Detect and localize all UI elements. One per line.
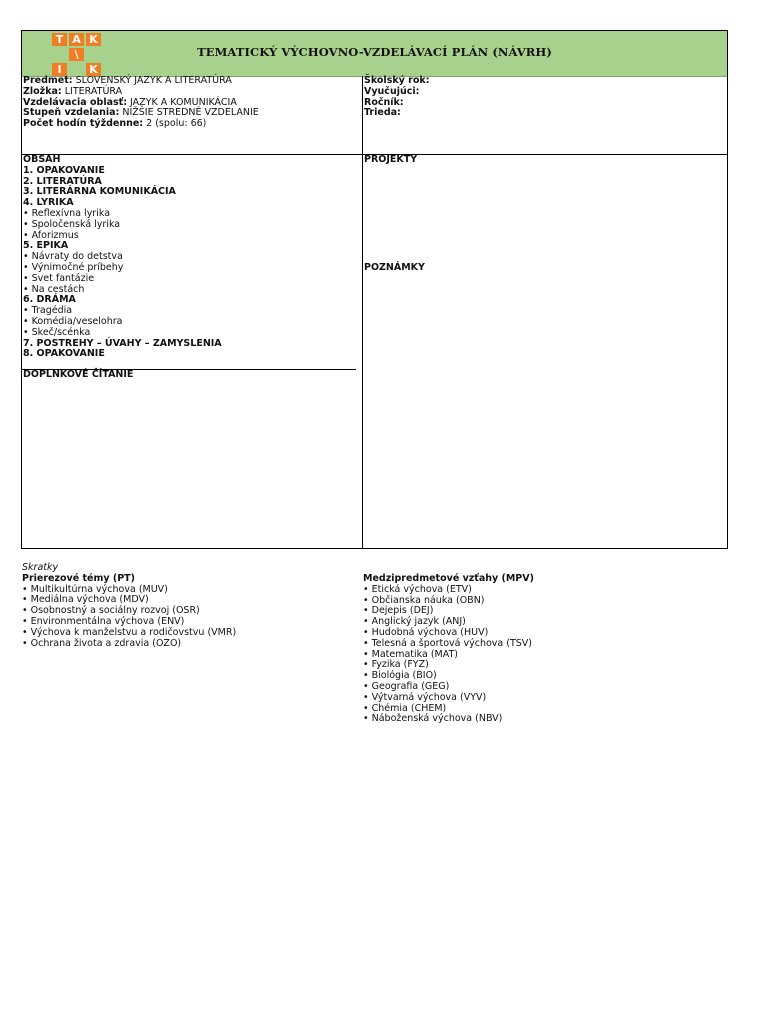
- mpv-item: • Matematika (MAT): [363, 648, 458, 660]
- mpv-item: • Geografia (GEG): [363, 680, 450, 692]
- mpv-item: • Hudobná výchova (HUV): [363, 626, 489, 638]
- content-item: 2. LITERATÚRA: [23, 175, 102, 187]
- content-item: 3. LITERÁRNA KOMUNIKÁCIA: [23, 186, 176, 198]
- pt-item: • Výchova k manželstvu a rodičovstvu (VMR): [22, 626, 237, 638]
- info-area: Vzdelávacia oblasť: JAZYK A KOMUNIKÁCIA: [23, 96, 237, 108]
- mpv-item: • Anglický jazyk (ANJ): [363, 616, 466, 628]
- logo-letter: A: [69, 33, 84, 46]
- content-item: 1. OPAKOVANIE: [23, 164, 105, 176]
- notes-section: [364, 263, 425, 274]
- logo-letter: T: [52, 33, 67, 46]
- info-hours: Počet hodín týždenne: 2 (spolu: 66): [23, 118, 207, 130]
- title-bar: [22, 31, 727, 77]
- projects-section: [364, 155, 417, 166]
- mpv-item: • Chémia (CHEM): [363, 702, 447, 714]
- school-year-label: Školský rok:: [364, 75, 430, 86]
- page-title: TEMATICKÝ VÝCHOVNO-VZDELÁVACÍ PLÁN (NÁVRH): [197, 45, 552, 59]
- pt-item: • Ochrana života a zdravia (OZO): [22, 637, 182, 649]
- content-item: • Komédia/veselohra: [23, 315, 123, 327]
- content-item: 6. DRÁMA: [23, 294, 76, 306]
- logo-letter: \: [69, 48, 84, 61]
- column-divider: [362, 76, 363, 549]
- content-item: 7. POSTREHY – ÚVAHY – ZAMYSLENIA: [23, 337, 222, 349]
- mpv-item: • Biológia (BIO): [363, 670, 437, 682]
- mpv-heading: Medzipredmetové vzťahy (MPV): [363, 573, 534, 584]
- content-item: • Výnimočné príbehy: [23, 261, 124, 273]
- projects-heading: PROJEKTY: [364, 154, 418, 165]
- info-subject: Predmet: SLOVENSKÝ JAZYK A LITERATÚRA: [23, 75, 232, 86]
- info-component: Zložka: LITERATÚRA: [23, 85, 123, 97]
- mpv-item: • Náboženská výchova (NBV): [363, 713, 503, 725]
- abbreviations-right: [363, 574, 534, 725]
- content-item: • Na cestách: [23, 283, 85, 295]
- content-item: • Reflexívna lyrika: [23, 207, 111, 219]
- mpv-item: • Fyzika (FYZ): [363, 659, 429, 671]
- content-item: 8. OPAKOVANIE: [23, 348, 105, 360]
- content-item: • Svet fantázie: [23, 272, 95, 284]
- logo-letter: I: [52, 63, 67, 76]
- pt-item: • Multikultúrna výchova (MUV): [22, 583, 168, 595]
- content-item: • Spoločenská lyrika: [23, 218, 121, 230]
- pt-item: • Environmentálna výchova (ENV): [22, 615, 185, 627]
- class-info: [364, 76, 430, 119]
- content-item: • Skeč/scénka: [23, 326, 91, 338]
- abbreviations-label: Skratky: [22, 562, 59, 573]
- plan-table: [21, 30, 728, 549]
- content-item: • Tragédia: [23, 305, 73, 317]
- content-item: • Návraty do detstva: [23, 251, 123, 263]
- info-level: Stupeň vzdelania: NIŽŠIE STREDNÉ VZDELANIE: [23, 107, 259, 119]
- subject-info: [23, 76, 259, 130]
- mpv-item: • Telesná a športová výchova (TSV): [363, 637, 533, 649]
- notes-heading: POZNÁMKY: [364, 262, 425, 273]
- mpv-item: • Dejepis (DEJ): [363, 605, 434, 617]
- pt-heading: Prierezové témy (PT): [22, 572, 135, 584]
- extra-reading: [23, 370, 133, 381]
- mpv-item: • Výtvarná výchova (VYV): [363, 691, 487, 703]
- mpv-item: • Občianska náuka (OBN): [363, 594, 485, 606]
- content-item: 4. LYRIKA: [23, 197, 74, 209]
- pt-item: • Osobnostný a sociálny rozvoj (OSR): [22, 605, 200, 617]
- extra-reading-heading: DOPLNKOVÉ ČÍTANIE: [23, 369, 134, 380]
- content-item: 5. EPIKA: [23, 240, 69, 252]
- content-list: [23, 155, 222, 360]
- content-item: • Aforizmus: [23, 229, 79, 241]
- content-heading: OBSAH: [23, 154, 61, 165]
- mpv-item: • Etická výchova (ETV): [363, 583, 472, 595]
- logo-letter: K: [86, 33, 101, 46]
- abbreviations-left: [22, 563, 236, 649]
- teacher-label: Vyučujúci:: [364, 85, 420, 97]
- class-label: Trieda:: [364, 107, 401, 119]
- grade-label: Ročník:: [364, 96, 404, 108]
- logo-letter: K: [86, 63, 101, 76]
- pt-item: • Mediálna výchova (MDV): [22, 594, 149, 606]
